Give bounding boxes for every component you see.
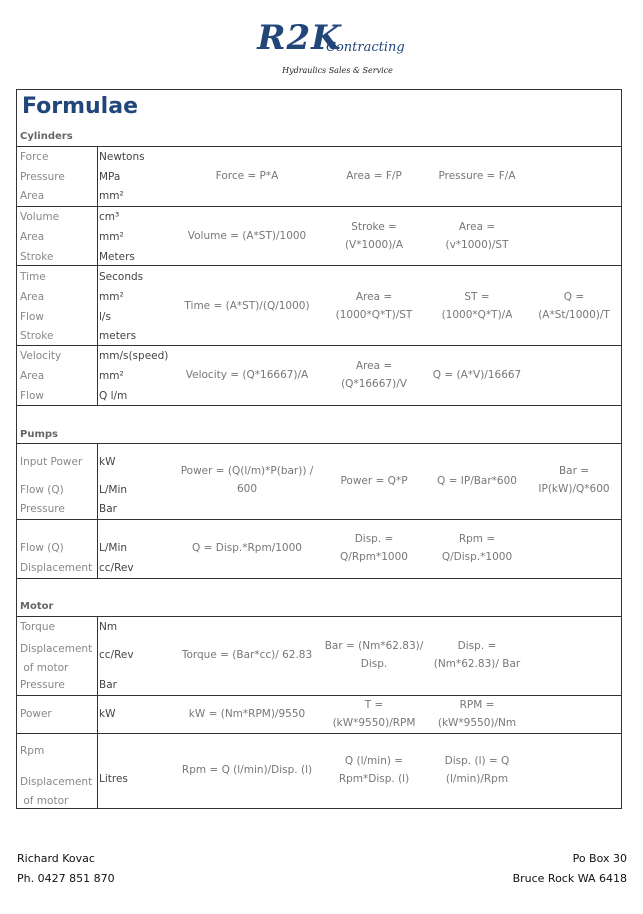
- label-time: Time: [20, 271, 46, 283]
- unit: cc/Rev: [99, 562, 134, 574]
- unit: mm²: [99, 370, 124, 382]
- label-power: Power: [20, 708, 52, 720]
- formula: Disp. = (Nm*62.83)/ Bar: [433, 640, 521, 670]
- row-divider: [16, 345, 622, 346]
- label-displacement: Displacement: [20, 562, 93, 574]
- unit: meters: [99, 330, 137, 342]
- label-torque: Torque: [20, 621, 55, 633]
- footer-phone: Ph. 0427 851 870: [17, 872, 115, 885]
- formula: Time = (A*ST)/(Q/1000): [184, 300, 310, 312]
- row-divider: [16, 733, 622, 734]
- unit: cc/Rev: [99, 649, 134, 661]
- row-divider: [16, 695, 622, 696]
- formula: Disp. (l) = Q (l/min)/Rpm: [444, 755, 510, 785]
- label-area: Area: [20, 231, 45, 243]
- formula: Pressure = F/A: [438, 170, 516, 182]
- label-pressure: Pressure: [20, 171, 65, 183]
- label-force: Force: [20, 151, 49, 163]
- unit: L/Min: [99, 542, 128, 554]
- unit: kW: [99, 708, 116, 720]
- label-stroke: Stroke: [20, 251, 54, 263]
- unit: mm/s(speed): [99, 350, 169, 362]
- label-velocity: Velocity: [20, 350, 62, 362]
- logo-sub-text: Contracting: [326, 40, 405, 55]
- label-flow: Flow (Q): [20, 542, 64, 554]
- label-area: Area: [20, 370, 45, 382]
- formula: Disp. = Q/Rpm*1000: [340, 533, 408, 563]
- unit: Q l/m: [99, 390, 128, 402]
- unit: mm²: [99, 291, 124, 303]
- row-divider: [16, 206, 622, 207]
- row-divider: [16, 265, 622, 266]
- section-cylinders: Cylinders: [20, 131, 73, 142]
- unit: cm³: [99, 211, 120, 223]
- unit: kW: [99, 456, 116, 468]
- formula: Force = P*A: [215, 170, 279, 182]
- formula: Bar = IP(kW)/Q*600: [538, 465, 610, 495]
- label-flow: Flow (Q): [20, 484, 64, 496]
- unit: l/s: [99, 311, 111, 323]
- unit: MPa: [99, 171, 121, 183]
- row-divider: [16, 519, 622, 520]
- formula: Torque = (Bar*cc)/ 62.83: [181, 649, 313, 661]
- footer-address: Bruce Rock WA 6418: [512, 872, 627, 885]
- label-volume: Volume: [20, 211, 60, 223]
- unit: L/Min: [99, 484, 128, 496]
- formula: Rpm = Q/Disp.*1000: [441, 533, 513, 563]
- unit: Bar: [99, 503, 117, 515]
- formula: Stroke = (V*1000)/A: [344, 221, 404, 251]
- formula: Area = F/P: [346, 170, 402, 182]
- formula: T = (kW*9550)/RPM: [332, 699, 416, 729]
- label-area: Area: [20, 291, 45, 303]
- formula: Area = (Q*16667)/V: [341, 360, 407, 390]
- formula: Velocity = (Q*16667)/A: [185, 369, 309, 381]
- unit: Meters: [99, 251, 135, 263]
- unit: mm²: [99, 190, 124, 202]
- formula: Q = (A*V)/16667: [432, 369, 522, 381]
- unit: Bar: [99, 679, 117, 691]
- label-flow: Flow: [20, 390, 44, 402]
- formula: Rpm = Q (l/min)/Disp. (l): [181, 764, 313, 776]
- label-rpm: Rpm: [20, 745, 45, 757]
- unit: Seconds: [99, 271, 144, 283]
- label-area: Area: [20, 190, 45, 202]
- section-pumps: Pumps: [20, 429, 58, 440]
- column-divider: [97, 616, 98, 809]
- column-divider: [97, 146, 98, 405]
- footer-name: Richard Kovac: [17, 852, 95, 865]
- label-displacement-of-motor: Displacement of motor: [20, 776, 93, 807]
- formula: Q = Disp.*Rpm/1000: [192, 542, 302, 554]
- label-pressure: Pressure: [20, 503, 65, 515]
- formula: Area = (1000*Q*T)/ST: [335, 291, 413, 321]
- logo-main-text: R2K: [257, 18, 342, 58]
- unit: Nm: [99, 621, 118, 633]
- unit: mm²: [99, 231, 124, 243]
- page-title: Formulae: [22, 94, 138, 119]
- formula: Volume = (A*ST)/1000: [187, 230, 307, 242]
- section-motor: Motor: [20, 601, 54, 612]
- row-divider: [16, 443, 622, 444]
- formula: Power = Q*P: [340, 475, 408, 487]
- formula: RPM = (kW*9550)/Nm: [437, 699, 517, 729]
- row-divider: [16, 616, 622, 617]
- row-divider: [16, 405, 622, 406]
- formula: Q (l/min) = Rpm*Disp. (l): [338, 755, 410, 785]
- formula: ST = (1000*Q*T)/A: [441, 291, 513, 321]
- footer-pobox: Po Box 30: [572, 852, 627, 865]
- label-stroke: Stroke: [20, 330, 54, 342]
- unit: Litres: [99, 773, 128, 785]
- formula: Bar = (Nm*62.83)/ Disp.: [324, 640, 424, 670]
- column-divider: [97, 443, 98, 578]
- label-input-power: Input Power: [20, 456, 83, 468]
- formula: Q = (A*St/1000)/T: [538, 291, 610, 321]
- company-logo: [0, 18, 643, 58]
- row-divider: [16, 578, 622, 579]
- formula: Area = (v*1000)/ST: [445, 221, 509, 251]
- logo-tagline: Hydraulics Sales & Service: [282, 66, 393, 75]
- label-flow: Flow: [20, 311, 44, 323]
- formula: kW = (Nm*RPM)/9550: [188, 708, 306, 720]
- formula: Power = (Q(l/m)*P(bar)) / 600: [180, 465, 314, 495]
- label-displacement-of-motor: Displacement of motor: [20, 643, 93, 674]
- formula: Q = IP/Bar*600: [437, 475, 517, 487]
- label-pressure: Pressure: [20, 679, 65, 691]
- row-divider: [16, 146, 622, 147]
- unit: Newtons: [99, 151, 145, 163]
